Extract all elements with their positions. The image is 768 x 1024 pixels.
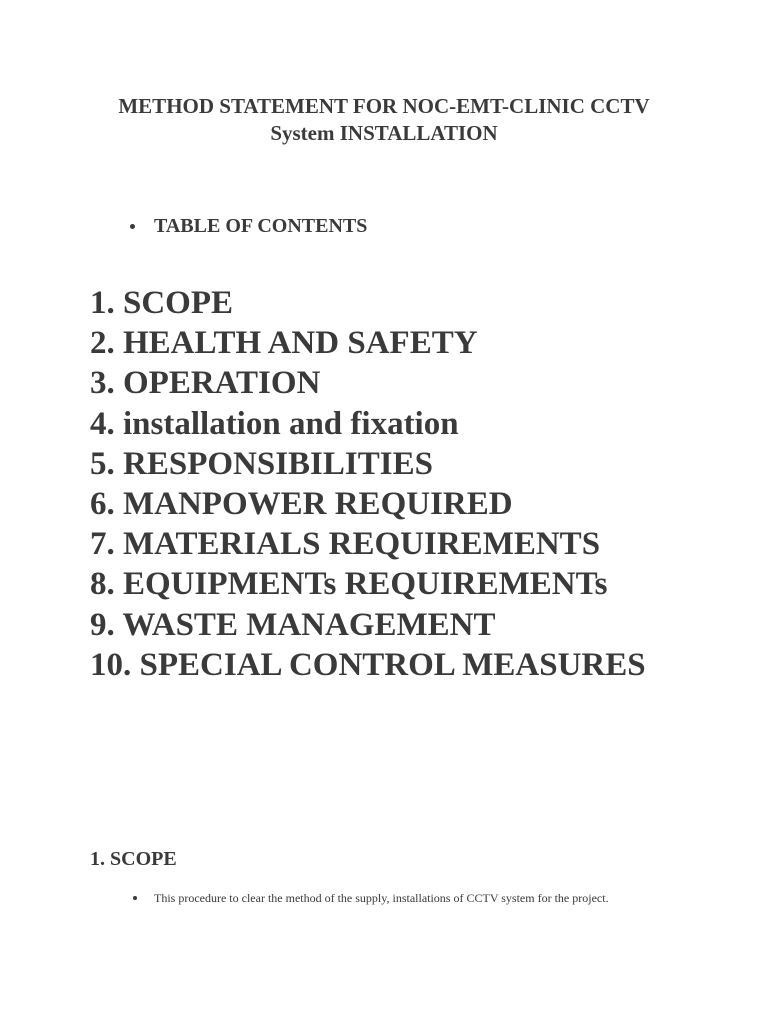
toc-item-scope: 1. SCOPE: [90, 285, 234, 321]
toc-item-operation: 3. OPERATION: [90, 365, 321, 402]
toc-item-waste-management: 9. WASTE MANAGEMENT: [90, 606, 496, 643]
bullet-icon: [130, 224, 135, 229]
toc-item-special-control-measures: 10. SPECIAL CONTROL MEASURES: [90, 646, 646, 683]
bullet-icon: [133, 896, 137, 900]
document-title-line-2: System INSTALLATION: [270, 121, 498, 145]
toc-item-installation-and-fixation: 4. installation and fixation: [90, 405, 459, 442]
scope-bullet-item: [133, 890, 609, 906]
toc-item-materials-requirements: 7. MATERIALS REQUIREMENTS: [90, 526, 601, 563]
scope-bullet-text: This procedure to clear the method of the supply, installations of CCTV system for the project.: [154, 891, 609, 905]
toc-item-responsibilities: 5. RESPONSIBILITIES: [90, 445, 433, 482]
toc-item-manpower-required: 6. MANPOWER REQUIRED: [90, 486, 513, 523]
section-heading-scope: 1. SCOPE: [90, 848, 177, 870]
toc-item-health-and-safety: 2. HEALTH AND SAFETY: [90, 325, 478, 362]
toc-item-equipments-requirements: 8. EQUIPMENTs REQUIREMENTs: [90, 566, 608, 603]
document-title: [0, 93, 768, 147]
toc-heading: [130, 214, 367, 238]
table-of-contents: [90, 283, 646, 685]
document-title-line-1: METHOD STATEMENT FOR NOC-EMT-CLINIC CCTV: [118, 94, 650, 118]
toc-heading-label: TABLE OF CONTENTS: [154, 215, 368, 237]
